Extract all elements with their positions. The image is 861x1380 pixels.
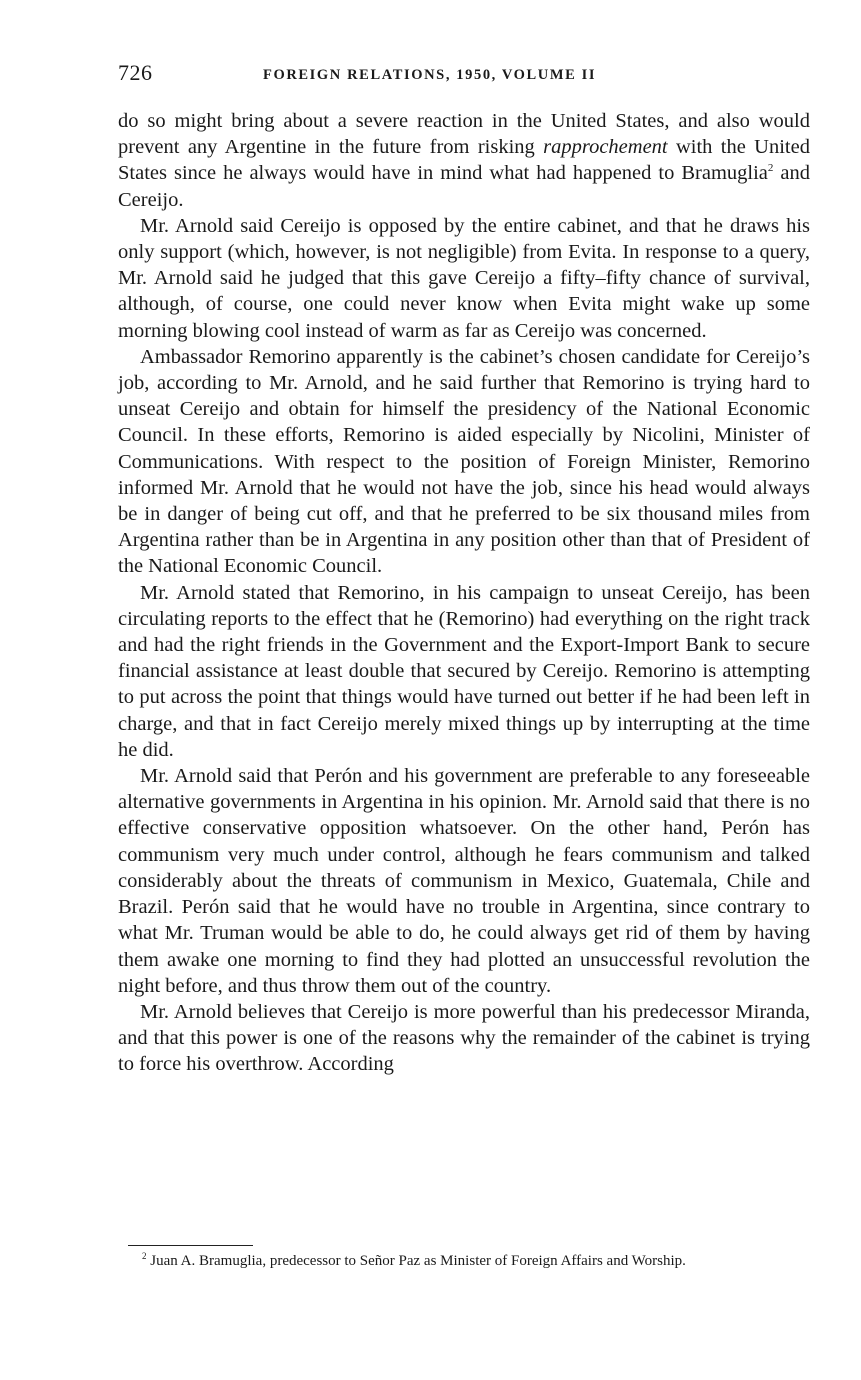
paragraph-4: Mr. Arnold stated that Remorino, in his campaign to unseat Cereijo, has been circulating reports to the effect that he (Remorino) had everything on the right track and had the right friends in the Government and the Export-Import Bank to secure financial assistance at least double that secured by Cereijo. Remorino is attempting to put across the point that things would have turned out better if he had been left in charge, and that in fact Cereijo merely mixed things up by interrupting at the time he did. <box>118 581 810 761</box>
document-page <box>118 60 810 1078</box>
footnote-2 <box>128 1252 812 1270</box>
italic-rapprochement: rapprochement <box>543 136 668 159</box>
footnote-ref: 2 <box>767 162 774 175</box>
paragraph-2: Mr. Arnold said Cereijo is opposed by the entire cabinet, and that he draws his only support (which, however, is not negligible) from Evita. In response to a query, Mr. Arnold said he judged that this gave Cereijo a fifty–fifty chance of survival, although, of course, one could never know when Evita might wake up some morning blowing cool instead of warm as far as Cereijo was concerned. <box>118 214 810 342</box>
footnote-rule <box>128 1245 253 1246</box>
paragraph-1 <box>118 108 810 213</box>
page-header <box>118 60 810 100</box>
page-number: 726 <box>118 60 153 85</box>
running-head: FOREIGN RELATIONS, 1950, VOLUME II <box>263 67 597 83</box>
footnotes <box>128 1245 812 1270</box>
paragraph-3: Ambassador Remorino apparently is the cabinet’s chosen candidate for Cereijo’s job, according to Mr. Arnold, and he said further that Remorino is trying hard to unseat Cereijo and obtain for himself the presidency of the National Economic Council. In these efforts, Remorino is aided especially by Nicolini, Minister of Communications. With respect to the position of Foreign Minister, Remorino informed Mr. Arnold that he would not have the job, since his head would always be in danger of being cut off, and that he preferred to be six thousand miles from Argentina rather than be in Argentina in any position other than that of President of the National Economic Council. <box>118 345 810 578</box>
paragraph-1-text-c: and Cereijo. <box>118 162 810 211</box>
body-text <box>118 108 810 1078</box>
paragraph-5: Mr. Arnold said that Perón and his government are preferable to any foreseeable alternative governments in Argentina in his opinion. Mr. Arnold said that there is no effective conservative opposition whatsoever. On the other hand, Perón has communism very much under control, although he fears communism and talked considerably about the threats of communism in Mexico, Guatemala, Chile and Brazil. Perón said that he would have no trouble in Argentina, since contrary to what Mr. Truman would be able to do, he could always get rid of them by having them awake one morning to find they had plotted an unsuccessful revolution the night before, and thus throw them out of the country. <box>118 765 810 997</box>
footnote-text: Juan A. Bramuglia, predecessor to Señor Paz as Minister of Foreign Affairs and Worship. <box>146 1253 686 1269</box>
paragraph-1-text-b: with the United States since he always would have in mind what had happened to Bramuglia <box>118 136 810 185</box>
footnote-marker: 2 <box>142 1251 147 1261</box>
paragraph-1-text-a: do so might bring about a severe reaction in the United States, and also would prevent any Argentine in the future from risking <box>118 110 810 159</box>
paragraph-6: Mr. Arnold believes that Cereijo is more powerful than his predecessor Miranda, and that this power is one of the reasons why the remainder of the cabinet is trying to force his overthrow. According <box>118 1000 810 1076</box>
